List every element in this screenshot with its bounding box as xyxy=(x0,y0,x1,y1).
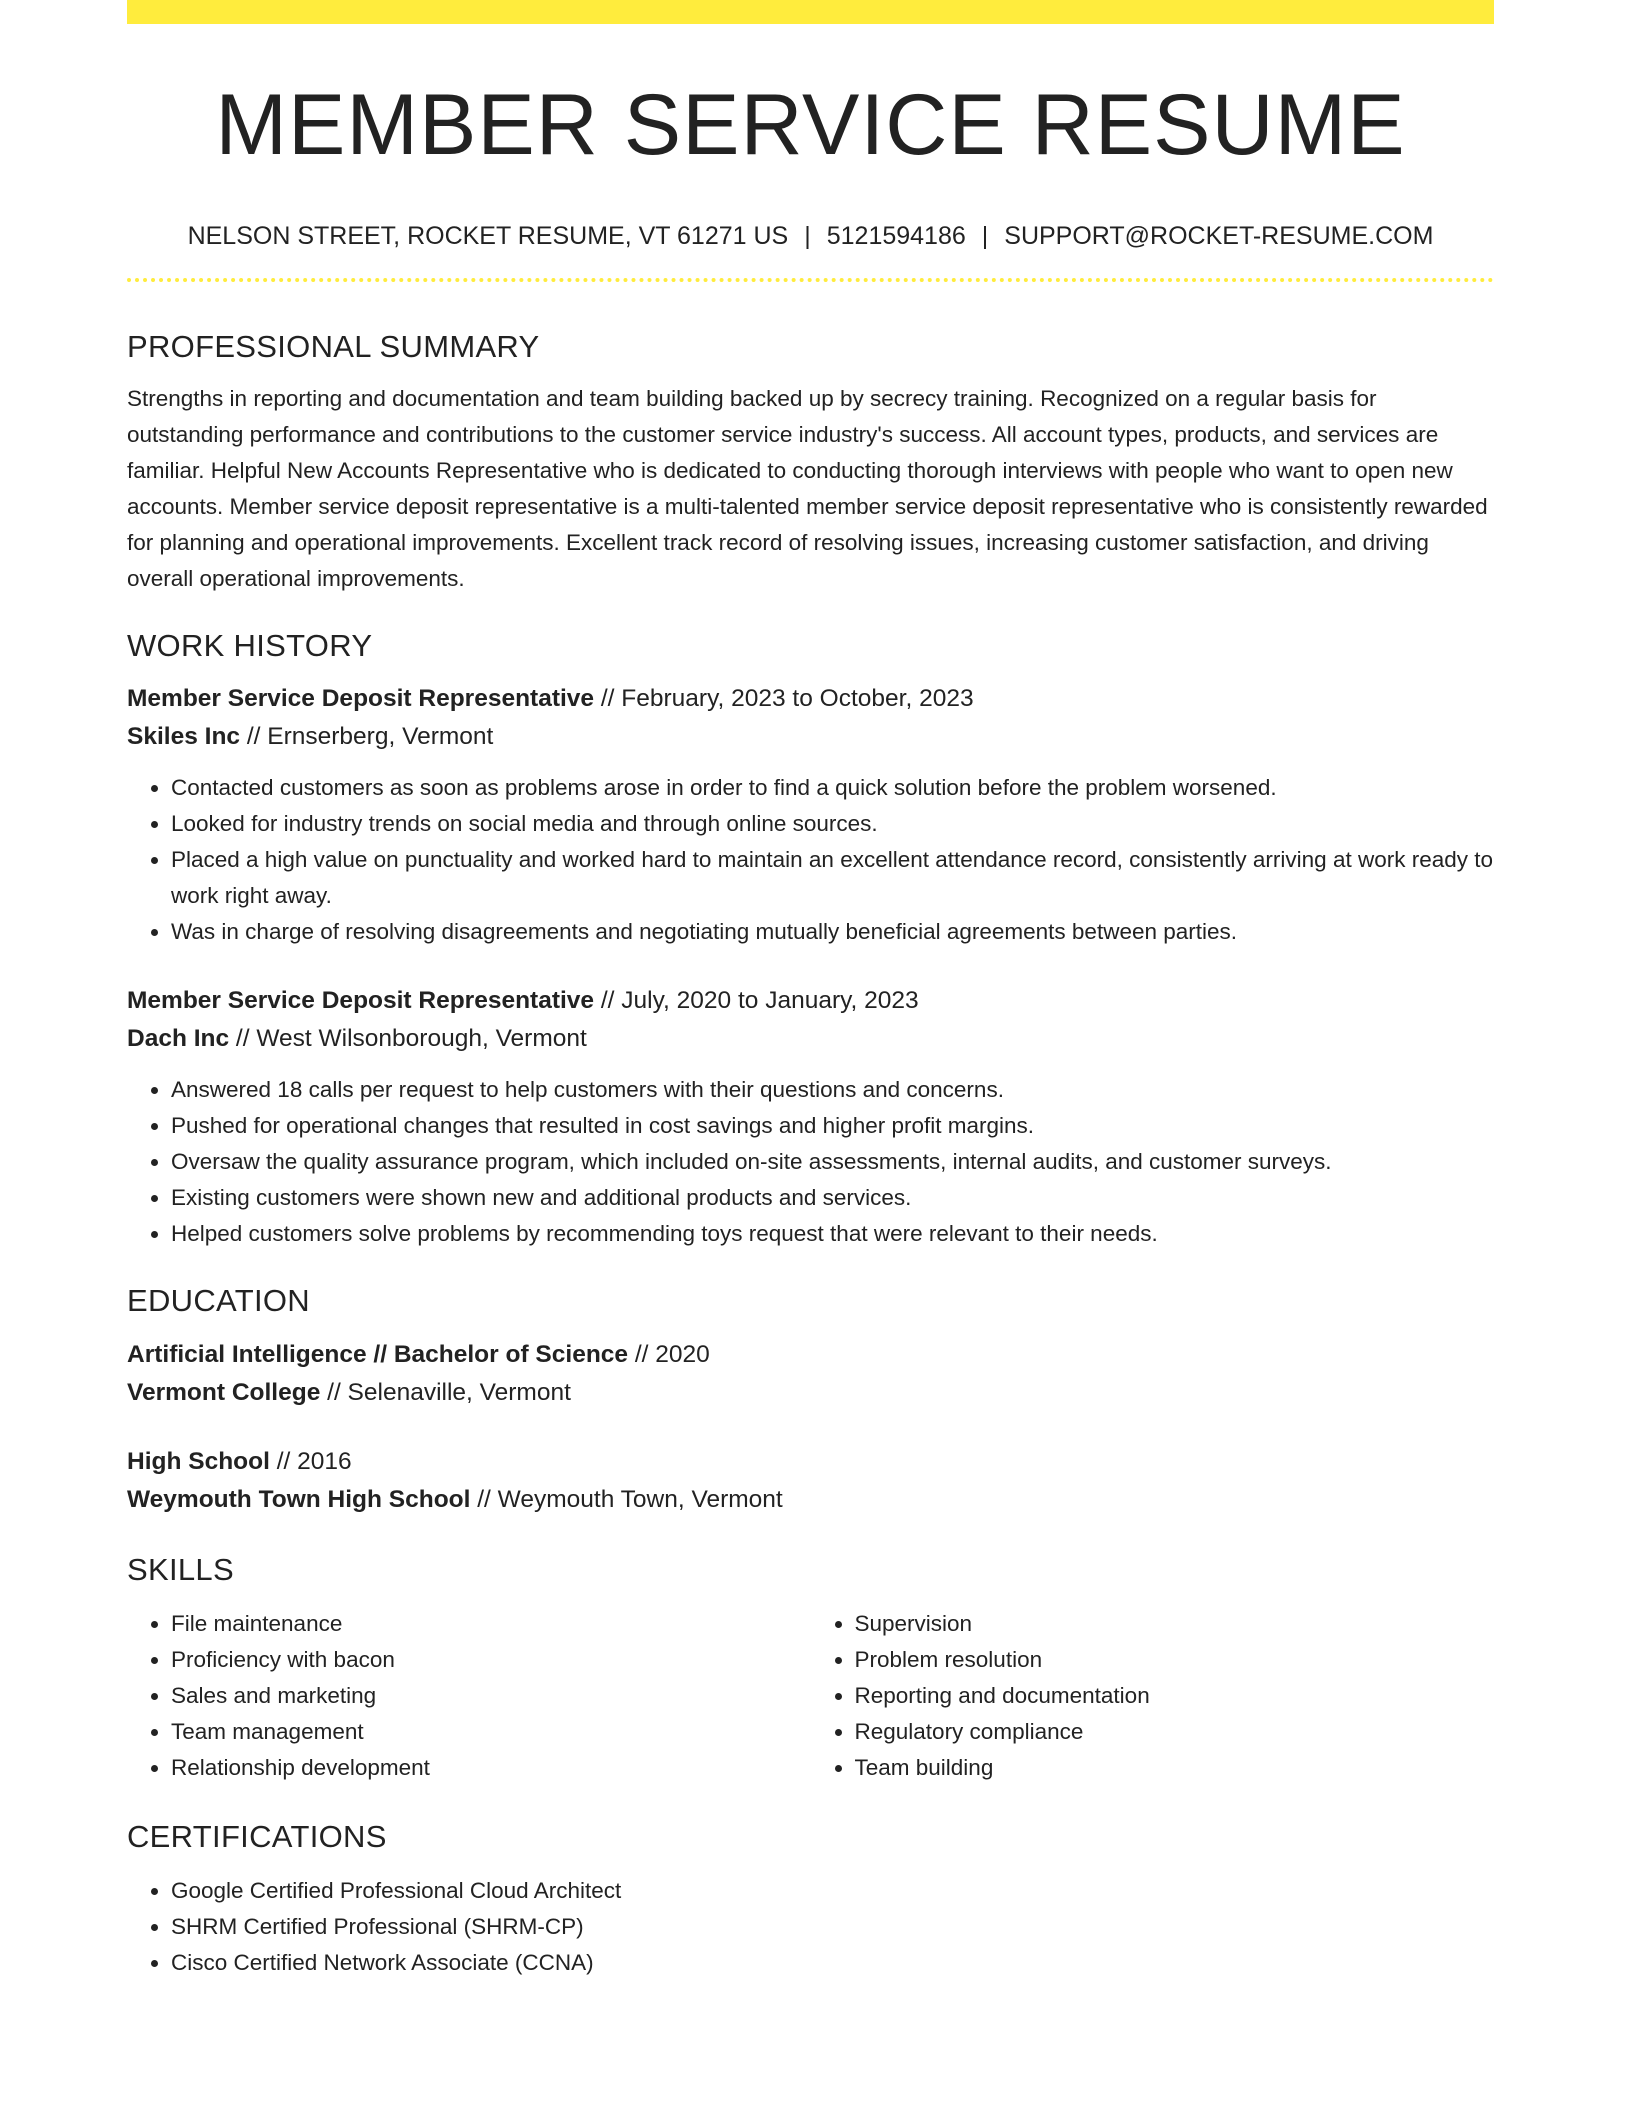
resume-title: MEMBER SERVICE RESUME xyxy=(215,77,1406,173)
job-title: Member Service Deposit Representative xyxy=(127,685,595,713)
job-dates: // July, 2020 to January, 2023 xyxy=(594,987,919,1015)
job-bullets xyxy=(127,1072,1494,1252)
skills-column-right xyxy=(811,1606,1495,1786)
list-item: • Looked for industry trends on social media and through online sources. xyxy=(171,806,1494,842)
job-title: Member Service Deposit Representative xyxy=(127,987,595,1015)
list-item: • Relationship development xyxy=(171,1750,811,1786)
list-item: • Reporting and documentation xyxy=(855,1678,1495,1714)
summary-text: Strengths in reporting and documentation and team building backed up by secrecy training. Recognized on a regular basis for outstanding performance and contributions to the customer service industry's success. All account types, products, and services are familiar. Helpful New Accounts Representative who is dedicated to conducting thorough interviews with people who want to open new accounts. Member service deposit representative is a multi-talented member service deposit representative who is consistently rewarded for planning and operational improvements. Excellent track record of resolving issues, increasing customer satisfaction, and driving overall operational improvements. xyxy=(127,386,1488,592)
education-section xyxy=(127,1282,1494,1518)
education-school: Weymouth Town High School xyxy=(127,1485,471,1513)
list-item: • Placed a high value on punctuality and worked hard to maintain an excellent attendance record, consistently arriving at work ready to work right away. xyxy=(171,842,1494,914)
contact-email: SUPPORT@ROCKET-RESUME.COM xyxy=(1004,222,1434,250)
list-item: • SHRM Certified Professional (SHRM-CP) xyxy=(171,1909,1494,1945)
job-company-line xyxy=(127,1020,1494,1058)
education-school: Vermont College xyxy=(127,1378,321,1406)
education-entry xyxy=(127,1336,1494,1412)
list-item: • Team management xyxy=(171,1714,811,1750)
list-item: • File maintenance xyxy=(171,1606,811,1642)
education-school-line xyxy=(127,1481,1494,1519)
contact-phone: 5121594186 xyxy=(826,222,966,250)
skills-column-left xyxy=(127,1606,811,1786)
education-year: // 2020 xyxy=(628,1340,710,1368)
resume-page xyxy=(127,0,1494,1981)
contact-address: NELSON STREET, ROCKET RESUME, VT 61271 US xyxy=(187,222,789,250)
contact-line xyxy=(127,221,1494,251)
education-location: // Selenaville, Vermont xyxy=(320,1378,571,1406)
list-item: • Oversaw the quality assurance program, which included on-site assessments, internal audits, and customer surveys. xyxy=(171,1144,1494,1180)
list-item: • Cisco Certified Network Associate (CCNA) xyxy=(171,1945,1494,1981)
education-school-line xyxy=(127,1374,1494,1412)
certifications-section xyxy=(127,1818,1494,1981)
job-dates: // February, 2023 to October, 2023 xyxy=(594,685,974,713)
job-company-line xyxy=(127,718,1494,756)
education-degree: Artificial Intelligence // Bachelor of Science xyxy=(127,1340,629,1368)
list-item: • Proficiency with bacon xyxy=(171,1642,811,1678)
job-entry xyxy=(127,680,1494,950)
section-heading-skills: SKILLS xyxy=(127,1551,234,1587)
professional-summary-section xyxy=(127,328,1494,597)
education-year: // 2016 xyxy=(269,1447,352,1475)
education-entry xyxy=(127,1443,1494,1519)
list-item: • Was in charge of resolving disagreements and negotiating mutually beneficial agreements between parties. xyxy=(171,914,1494,950)
list-item: • Supervision xyxy=(855,1606,1495,1642)
section-heading-education: EDUCATION xyxy=(127,1283,310,1319)
list-item: • Answered 18 calls per request to help customers with their questions and concerns. xyxy=(171,1072,1494,1108)
education-location: // Weymouth Town, Vermont xyxy=(470,1485,783,1513)
contact-separator: | xyxy=(981,222,989,250)
job-header xyxy=(127,680,1494,718)
section-heading-work: WORK HISTORY xyxy=(127,628,373,664)
list-item: • Team building xyxy=(855,1750,1495,1786)
list-item: • Contacted customers as soon as problems arose in order to find a quick solution before the problem worsened. xyxy=(171,770,1494,806)
list-item: • Problem resolution xyxy=(855,1642,1495,1678)
job-bullets xyxy=(127,770,1494,950)
job-entry xyxy=(127,982,1494,1252)
skills-section xyxy=(127,1551,1494,1786)
job-company: Dach Inc xyxy=(127,1025,230,1053)
certifications-list xyxy=(127,1873,1494,1981)
section-heading-certifications: CERTIFICATIONS xyxy=(127,1818,387,1854)
job-header xyxy=(127,982,1494,1020)
list-item: • Existing customers were shown new and additional products and services. xyxy=(171,1180,1494,1216)
top-accent-bar xyxy=(127,0,1494,24)
list-item: • Sales and marketing xyxy=(171,1678,811,1714)
job-location: // West Wilsonborough, Vermont xyxy=(229,1025,587,1053)
skills-grid xyxy=(127,1606,1494,1786)
education-degree-line xyxy=(127,1443,1494,1481)
education-degree: High School xyxy=(127,1447,270,1475)
contact-separator: | xyxy=(804,222,811,250)
list-item: • Pushed for operational changes that resulted in cost savings and higher profit margins. xyxy=(171,1108,1494,1144)
list-item: • Google Certified Professional Cloud Architect xyxy=(171,1873,1494,1909)
education-degree-line xyxy=(127,1336,1494,1374)
work-history-section xyxy=(127,627,1494,1252)
list-item: • Helped customers solve problems by recommending toys request that were relevant to their needs. xyxy=(171,1216,1494,1252)
job-location: // Ernserberg, Vermont xyxy=(240,723,494,751)
job-company: Skiles Inc xyxy=(127,723,241,751)
dotted-divider xyxy=(127,278,1494,282)
list-item: • Regulatory compliance xyxy=(855,1714,1495,1750)
section-heading-summary: PROFESSIONAL SUMMARY xyxy=(127,329,540,364)
